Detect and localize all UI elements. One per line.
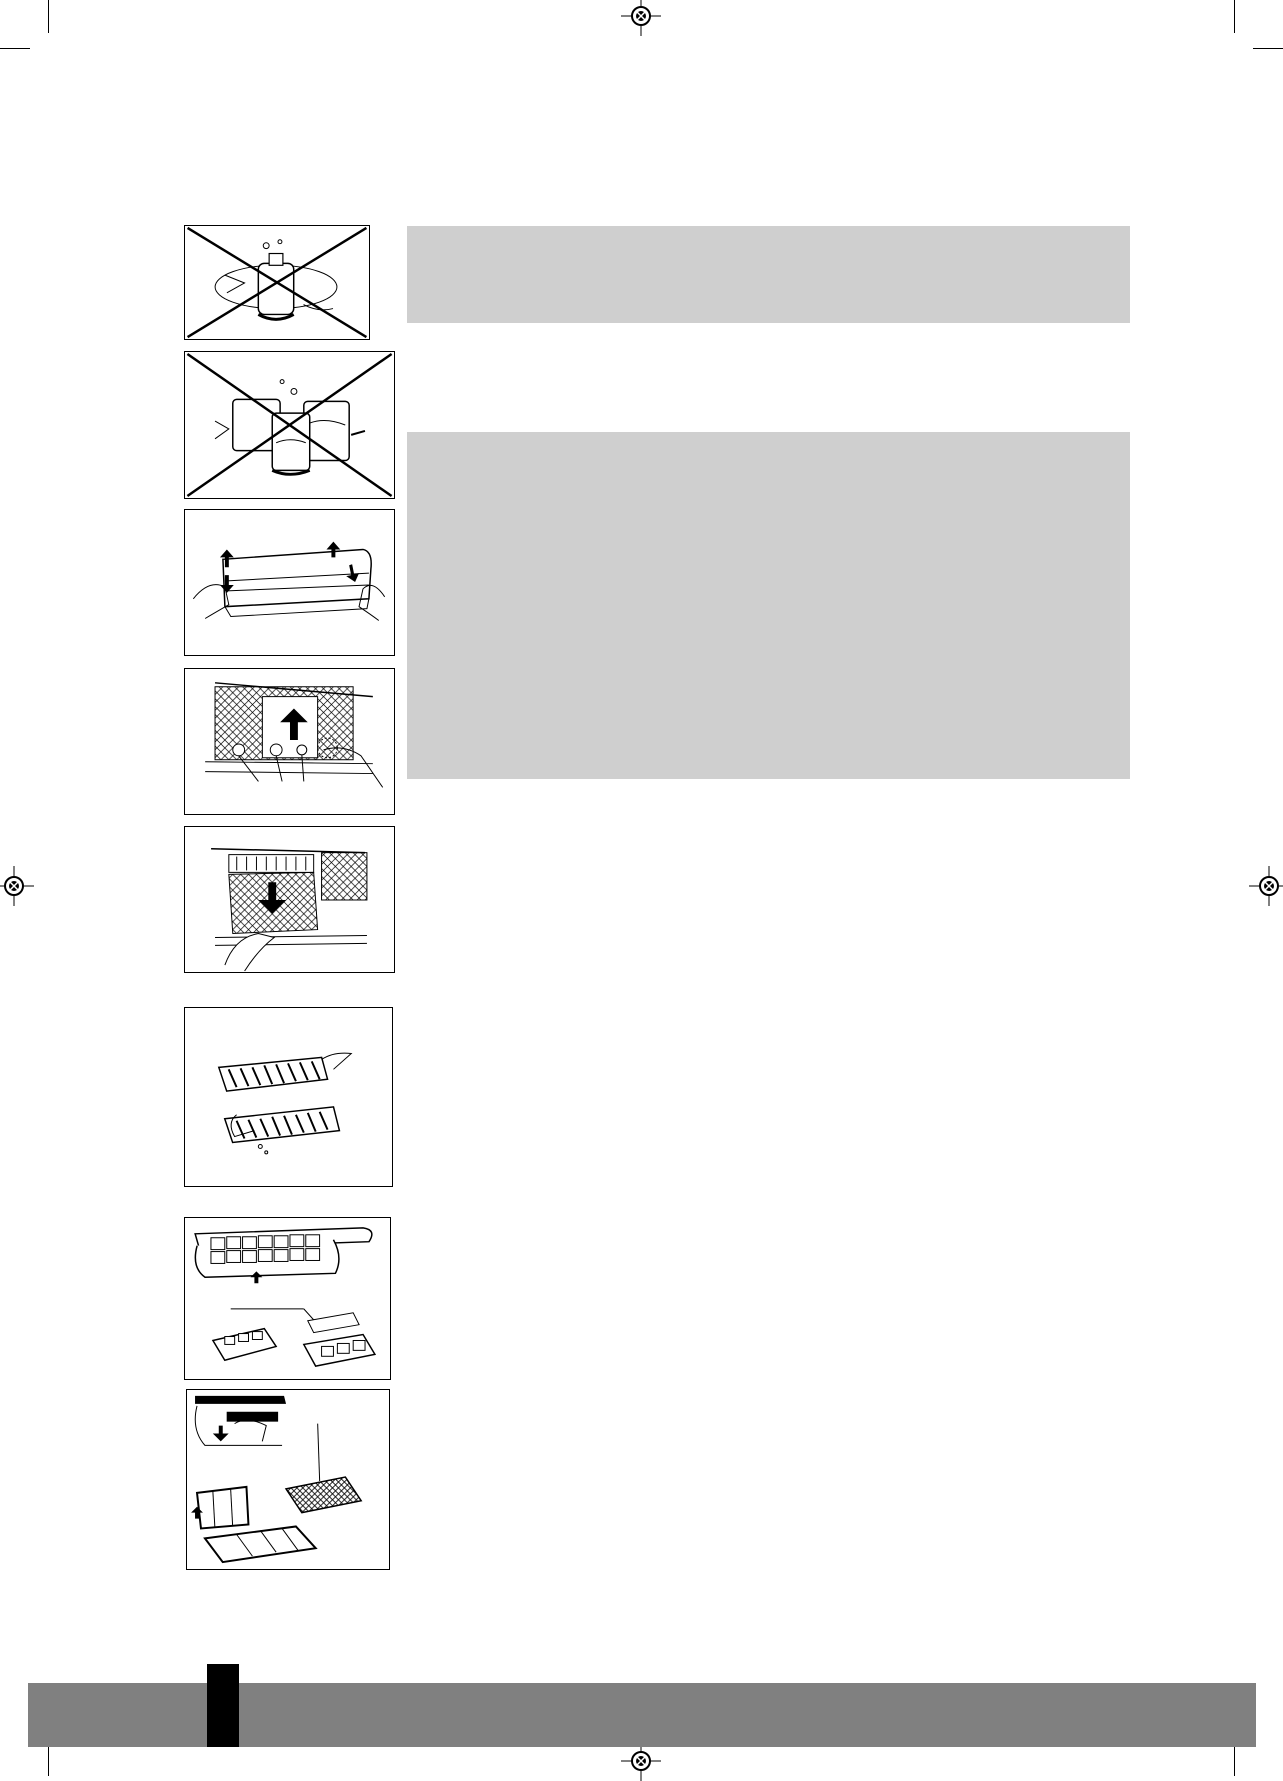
crop-mark-bottom-right-vertical: [1234, 1746, 1235, 1776]
no-spray-figure: [184, 225, 370, 340]
crop-mark-bottom-left-vertical: [48, 1746, 49, 1776]
crossed-out-water-splash-icon: [185, 352, 394, 498]
warning-panel-top: [407, 226, 1130, 323]
clean-filter-figure: [184, 1007, 393, 1187]
crop-mark-top-left-horizontal: [0, 48, 30, 49]
crop-mark-top-right-vertical: [1234, 0, 1235, 33]
footer-section-tab: [207, 1664, 239, 1747]
crossed-out-spray-bottle-icon: [185, 226, 369, 339]
replace-filter-figure: [186, 1389, 390, 1570]
instructions-panel-middle: [407, 432, 1130, 779]
open-front-panel-figure: [184, 509, 395, 656]
filter-down-arrow-icon: [185, 827, 394, 972]
pull-filter-down-figure: [184, 826, 395, 973]
registration-mark-right-icon: [1249, 866, 1283, 906]
registration-mark-left-icon: [0, 866, 34, 906]
crop-mark-top-right-horizontal: [1253, 48, 1283, 49]
removing-purifier-filter-icon: [185, 1218, 390, 1379]
washing-filters-icon: [185, 1008, 392, 1186]
remove-air-purifier-figure: [184, 1217, 391, 1380]
hands-lifting-panel-icon: [185, 510, 394, 655]
filter-up-arrow-icon: [185, 669, 394, 814]
registration-mark-top-icon: [621, 0, 661, 36]
registration-mark-bottom-icon: [621, 1741, 661, 1781]
lift-filter-figure: [184, 668, 395, 815]
crop-mark-top-left-vertical: [48, 0, 49, 33]
installing-filter-frames-icon: [187, 1390, 389, 1569]
no-water-figure: [184, 351, 395, 499]
